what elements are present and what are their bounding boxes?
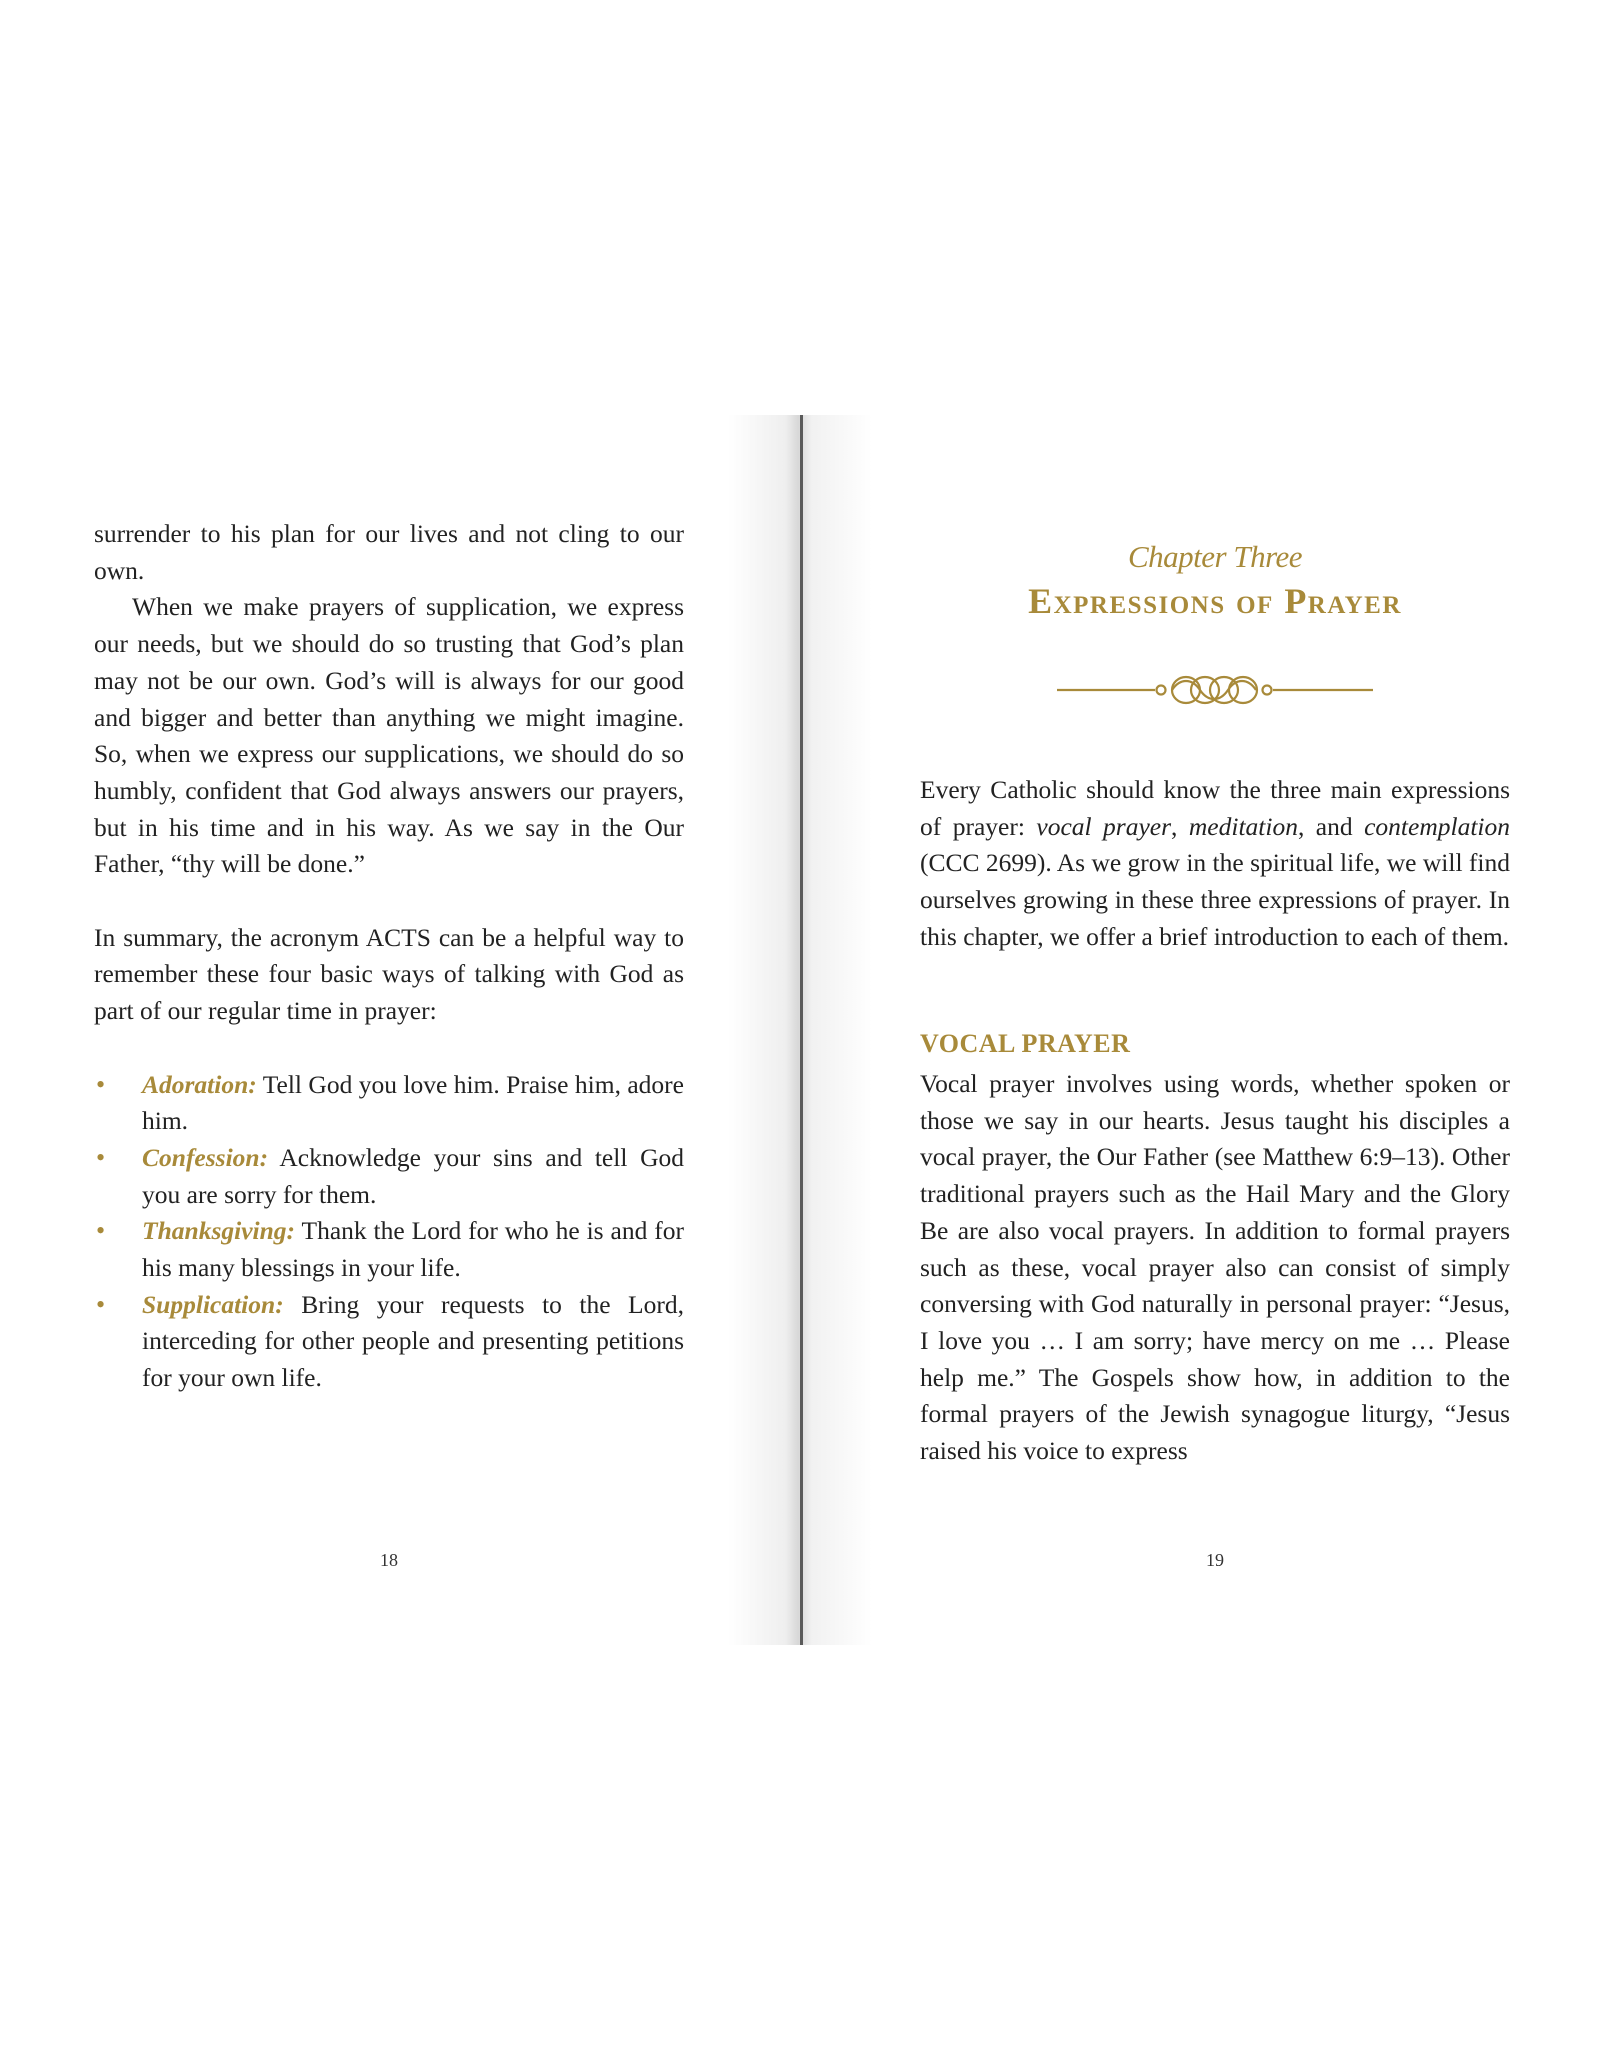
left-paragraph-1: surrender to his plan for our lives and not cling to our own. [94,519,684,585]
chapter-label: Chapter Three [1127,539,1303,574]
chapter-intro [920,772,1510,956]
gold-bullet-icon: • [96,1069,106,1099]
page-number-left: 18 [380,1550,398,1570]
acts-list [94,1067,684,1397]
acts-text: Tell God you love him. Praise him, adore him. [142,1069,684,1136]
intro-term-contemplation: contemplation [1364,811,1510,841]
intro-text: (CCC 2699). As we grow in the spiritual life, we will find ourselves growing in these three expressions of prayer. In this chapter, we offer a brief introduction to each of them. [920,848,1510,951]
interlaced-rings-divider-icon [1055,668,1375,712]
left-paragraph-2: When we make prayers of supplication, we express our needs, but we should do so trusting that God’s plan may not be our own. God’s will is always for our good and bigger and better than anything we might imagine. So, when we express our supplications, we should do so humbly, confident that God always answers our prayers, but in his time and in his way. As we say in the Our Father, “thy will be done.” [94,592,684,879]
vocal-prayer-paragraph: Vocal prayer involves using words, whether spoken or those we say in our hearts. Jesus taught his disciples a vocal prayer, the Our Father (see Matthew 6:9–13). Other traditional prayers such as the Hail Mary and the Glory Be are also vocal prayers. In addition to formal prayers such as these, vocal prayer also can consist of simply conversing with God naturally in personal prayer: “Jesus, I love you … I am sorry; have mercy on me … Please help me.” The Gospels show how, in addition to the formal prayers of the Jewish synagogue liturgy, “Jesus raised his voice to express [920,1069,1510,1466]
acts-text: Thank the Lord for who he is and for his many blessings in your life. [142,1216,684,1283]
acts-text: Bring your requests to the Lord, interceding for other people and presenting petitions for your own life. [142,1289,684,1393]
intro-term-vocal-prayer: vocal prayer [1036,811,1172,841]
gold-bullet-icon: • [96,1289,106,1319]
book-spine [800,415,803,1645]
gold-bullet-icon: • [96,1216,106,1246]
intro-paragraph [920,772,1510,956]
left-page [94,0,684,2048]
intro-separator: , and [1297,811,1365,841]
left-page-body [94,516,684,1397]
left-paragraph-3: In summary, the acronym ACTS can be a helpful way to remember these four basic ways of talking with God as part of our regular time in prayer: [94,922,684,1026]
acts-text: Acknowledge your sins and tell God you are sorry for them. [142,1142,684,1209]
gold-bullet-icon: • [96,1142,106,1172]
page-number-right: 19 [1206,1550,1224,1570]
acts-item-confession [94,1140,684,1213]
chapter-title: Expressions of Prayer [1028,581,1402,621]
section-heading-vocal-prayer: VOCAL PRAYER [920,1029,1131,1058]
intro-term-meditation: meditation [1188,811,1298,841]
acts-term: Confession: [142,1142,269,1172]
right-page [920,0,1510,2048]
acts-term: Thanksgiving: [142,1216,296,1246]
vocal-prayer-body [920,1066,1510,1470]
acts-item-adoration [94,1067,684,1140]
acts-term: Supplication: [142,1289,284,1319]
acts-item-supplication [94,1287,684,1397]
intro-separator: , [1171,811,1189,841]
acts-item-thanksgiving [94,1213,684,1286]
acts-term: Adoration: [142,1069,257,1099]
intro-text: Every Catholic should know the three main expressions of prayer: [920,775,1510,841]
